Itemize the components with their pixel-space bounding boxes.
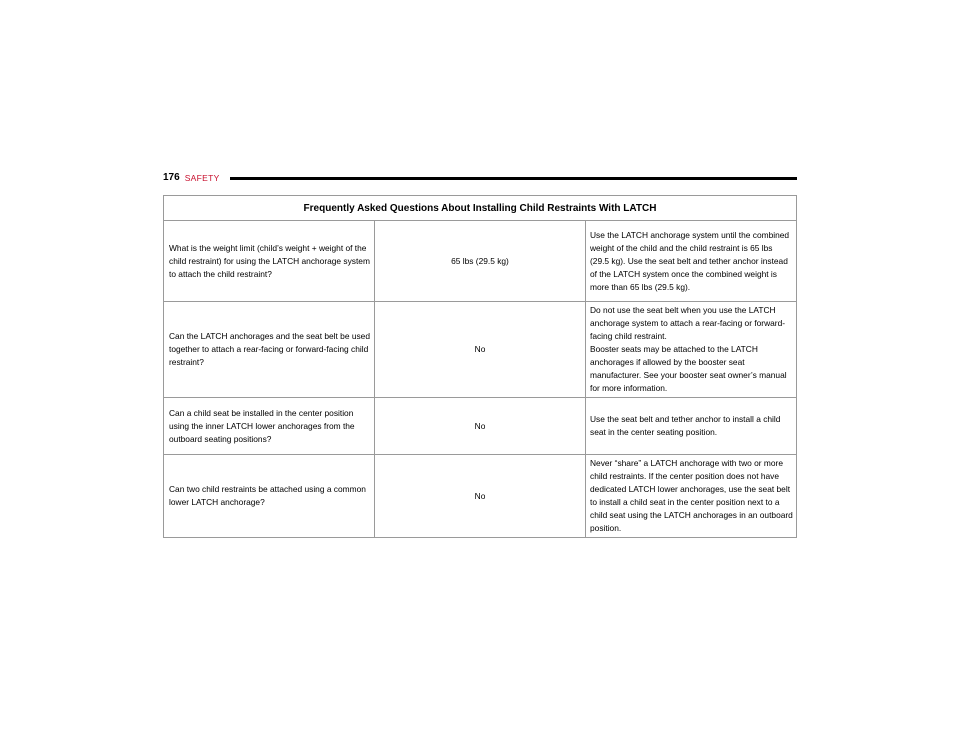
table-row xyxy=(164,302,797,398)
question-cell: Can a child seat be installed in the center position using the inner LATCH lower anchorages from the outboard seating positions? xyxy=(164,398,375,455)
answer-cell: No xyxy=(375,455,586,538)
question-cell: What is the weight limit (child’s weight + weight of the child restraint) for using the LATCH anchorage system to attach the child restraint? xyxy=(164,221,375,302)
details-paragraph: Use the LATCH anchorage system until the combined weight of the child and the child restraint is 65 lbs (29.5 kg). Use the seat belt and tether anchor instead of the LATCH system once the combined weight is more than 65 lbs (29.5 kg). xyxy=(590,229,790,292)
table-title: Frequently Asked Questions About Installing Child Restraints With LATCH xyxy=(164,196,797,221)
page-number: 176 xyxy=(163,172,180,183)
question-cell: Can two child restraints be attached using a common lower LATCH anchorage? xyxy=(164,455,375,538)
page-header xyxy=(163,171,797,185)
answer-cell: No xyxy=(375,302,586,398)
section-title: SAFETY xyxy=(184,173,220,183)
answer-cell: 65 lbs (29.5 kg) xyxy=(375,221,586,302)
table-row xyxy=(164,455,797,538)
header-rule xyxy=(230,177,797,180)
details-paragraph: Do not use the seat belt when you use the LATCH anchorage system to attach a rear-facing or forward-facing child restraint. xyxy=(590,305,786,341)
table-row xyxy=(164,398,797,455)
question-cell: Can the LATCH anchorages and the seat belt be used together to attach a rear-facing or forward-facing child restraint? xyxy=(164,302,375,398)
details-cell xyxy=(586,398,797,455)
details-paragraph: Use the seat belt and tether anchor to install a child seat in the center seating position. xyxy=(590,414,781,437)
details-cell xyxy=(586,455,797,538)
latch-faq-table xyxy=(163,195,797,538)
answer-cell: No xyxy=(375,398,586,455)
details-paragraph: Never “share” a LATCH anchorage with two or more child restraints. If the center position does not have dedicated LATCH lower anchorages, use the seat belt to install a child seat in the center position next to a child seat using the LATCH anchorages in an outboard position. xyxy=(590,458,793,533)
table-row xyxy=(164,221,797,302)
details-cell xyxy=(586,302,797,398)
details-cell xyxy=(586,221,797,302)
details-paragraph: Booster seats may be attached to the LATCH anchorages if allowed by the booster seat manufacturer. See your booster seat owner’s manual for more information. xyxy=(590,344,787,393)
